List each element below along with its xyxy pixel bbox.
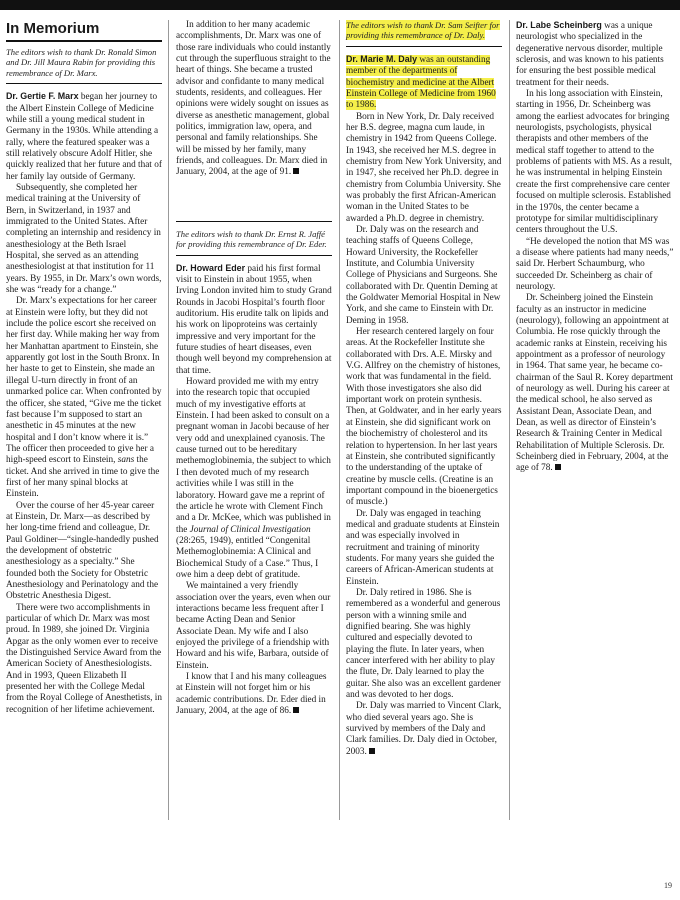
credit-rule: [346, 46, 502, 47]
marx-paragraph: In addition to her many academic accomplishments, Dr. Marx was one of those rare individuals who could instantly cut through the superfluous straight to the heart of things. She became a trusted advisor and confidante to many medical students, residents, and colleagues. Her opinions were widely sought on issues as diverse as anesthetic management, global politics, immigration law, opera, and personal and family relationships. She will be missed by her family, many friends, and colleagues. Dr. Marx died in January, 2004, at the age of 91.: [176, 20, 331, 178]
top-bar: [0, 0, 680, 10]
daly-credit: The editors wish to thank Dr. Sam Seifter for providing this remembrance of Dr. Daly.: [346, 20, 500, 41]
page-title: In Memorium: [6, 20, 100, 37]
eder-paragraph: Dr. Howard Eder paid his first formal visit to Einstein in about 1955, when Irving London invited him to study Grand Rounds in Jacobi Hospital’s fourth floor auditorium. His erudite talk on lipids and his work on lipoproteins was certainly impressive and very important for the future studies of heart diseases, even though well beyond my comprehension at that time.: [176, 262, 332, 376]
marx-credit: The editors wish to thank Dr. Ronald Simon and Dr. Jill Maura Rabin for providing this remembrance of Dr. Marx.: [6, 47, 157, 78]
column-4: [516, 20, 674, 475]
daly-paragraph: Dr. Daly was married to Vincent Clark, who died several years ago. She is survived by members of the Daly and Clark families. Dr. Daly died in October, 2003.: [346, 701, 502, 757]
end-mark: [293, 168, 299, 174]
daly-paragraph: Dr. Daly was engaged in teaching medical and graduate students at Einstein and was especially involved in recruitment and training of minority students. For many years she guided the careers of African-American students at Einstein.: [346, 508, 500, 587]
daly-paragraph: Dr. Marie M. Daly was an outstanding member of the departments of biochemistry and medicine at the Albert Einstein College of Medicine from 1960 to 1986.: [346, 53, 496, 111]
daly-name: Dr. Marie M. Daly: [346, 53, 418, 64]
end-mark: [555, 464, 561, 470]
title-rule: [6, 40, 162, 42]
marx-name: Dr. Gertie F. Marx: [6, 91, 79, 102]
scheinberg-paragraph: In his long association with Einstein, starting in 1956, Dr. Scheinberg was among the earliest advocates for bringing neurologists, psychologists, physical therapists and other members of the medical staff together to attend to the problems of patients with MS. As a result, he was instrumental in helping Einstein create the first comprehensive care center focused on multiple sclerosis. Established in the 1970s, the center became a prototype for similar multidisciplinary centers throughout the U.S.: [516, 89, 672, 236]
eder-name: Dr. Howard Eder: [176, 262, 246, 273]
marx-paragraph: Subsequently, she completed her medical training at the University of Bern, in Switzerland, in 1937 and immigrated to the United States. After completing an internship and residency in anesthesiology at the Beth Israel Hospital, she served as an attending anesthesiologist at that institution for 11 years. By 1955, in Dr. Marx’s own words, she was “ready for a change.”: [6, 182, 162, 296]
column-rule: [339, 20, 340, 820]
marx-paragraph: Dr. Gertie F. Marx began her journey to the Albert Einstein College of Medicine while still a young medical student in Germany in the 1930s. While attending a rally, where the featured speaker was a still relatively obscure Adolf Hitler, she quickly realized that her future and that of her family lay outside of Germany.: [6, 91, 162, 182]
scheinberg-paragraph: Dr. Labe Scheinberg was a unique neurologist who specialized in the degenerative nervous disorder, multiple sclerosis, and was known to his patients for ensuring the best possible medical treatment for their needs.: [516, 20, 664, 88]
page-number: 19: [664, 881, 672, 890]
scheinberg-paragraph: Dr. Scheinberg joined the Einstein faculty as an instructor in medicine (neurology), following an appointment at Columbia. He rose quickly through the academic ranks at Einstein, receiving his appointment as a professor of neurology in 1964. That same year, he became co-chairman of the Saul R. Korey department of neurology as well. During his career at the medical school, he also served as Assistant Dean, Associate Dean, and Dean, as well as director of Einstein’s Research & Training Center in Medical Rehabilitation of Multiple Sclerosis. Dr. Scheinberg died in February, 2004, at the age of 78.: [516, 293, 673, 474]
scheinberg-name: Dr. Labe Scheinberg: [516, 20, 602, 30]
daly-paragraph: Dr. Daly retired in 1986. She is remembered as a wonderful and generous person with a winning smile and dignified bearing. She was highly cultured and especially devoted to playing the flute. In later years, when cancer interfered with her ability to play the flute, Dr. Daly learned to play the guitar. She also was an excellent gardener and was devoted to her dogs.: [346, 587, 501, 701]
daly-paragraph: Dr. Daly was on the research and teaching staffs of Queens College, Howard University, the Rockefeller Institute, and Columbia University College of Physicians and Surgeons. She collaborated with Dr. Quentin Deming at the Goldwater Memorial Hospital in New York, and she came to Einstein with Dr. Deming in 1958.: [346, 224, 501, 326]
credit-rule: [176, 255, 332, 256]
credit-rule: [6, 83, 162, 84]
column-rule: [168, 20, 169, 820]
marx-paragraph: Dr. Marx’s expectations for her career at Einstein were lofty, but they did not include the police escort she received on her first day. While making her way from her Manhattan apartment to Einstein, she apparently got lost in the South Bronx. In her haste to get to Einstein, she made an illegal U-turn directly in front of an unmarked police car. When confronted by the officer, she stated, “Give me the ticket fast because I’m supposed to start an anesthetic in 45 minutes at the new hospital and I don’t know where it is.” The officer then proceeded to give her a high-speed escort to Einstein, sans the ticket. And she arrived in time to give the first of her many spinal blocks at Einstein.: [6, 296, 162, 500]
end-mark: [293, 707, 299, 713]
marx-paragraph: There were two accomplishments in particular of which Dr. Marx was most proud. In 1989, she joined Dr. Virginia Apgar as the only women ever to receive the Distinguished Service Award from the American Society of Anesthesiologists. And in 1993, Queen Elizabeth II presented her with the College Medal from the Royal College of Anesthetists, in recognition of her lifetime achievement.: [6, 602, 162, 715]
column-rule: [509, 20, 510, 820]
eder-credit: The editors wish to thank Dr. Ernst R. Jaffé for providing this remembrance of Dr. Eder.: [176, 228, 327, 250]
eder-paragraph: I know that I and his many colleagues at Einstein will not forget him or his academic contributions. Dr. Eder died in January, 2004, at the age of 86.: [176, 672, 327, 717]
eder-paragraph: Howard provided me with my entry into the research topic that occupied much of my investigative efforts at Einstein. I had been asked to consult on a pregnant woman in Jacobi because of her very odd and unexplained cyanosis. The cause turned out to be hereditary methemoglobinemia, the subject to which I then devoted much of my research activities while I was still in the laboratory. Howard gave me a reprint of the article he wrote with Clement Finch and a Dr. McKee, which was published in the Journal of Clinical Investigation (28:265, 1949), entitled “Congenital Methemoglobinemia: A Clinical and Biochemical Study of a Case.” Thus, I owe him a deep debt of gratitude.: [176, 377, 331, 580]
column-3: [346, 20, 502, 758]
eder-paragraph: We maintained a very friendly association over the years, even when our interactions became less frequent after I became Acting Dean and Senior Associate Dean. My wife and I also enjoyed the privilege of a friendship with Howard and his wife, Barbara, outside of Einstein.: [176, 581, 331, 671]
marx-paragraph: Over the course of her 45-year career at Einstein, Dr. Marx—as described by her long-time friend and colleague, Dr. Paul Goldiner—“single-handedly pushed the development of obstetric anesthesiology as a specialty.” She founded both the Society for Obstetric Anesthesiology and Perinatology and the Obstetric Anesthesia Digest.: [6, 500, 159, 602]
scheinberg-paragraph: “He developed the notion that MS was a disease where patients had many needs,” said Dr. Herbert Schaumburg, who succeeded Dr. Scheinberg as chair of neurology.: [516, 236, 674, 292]
credit-rule: [176, 221, 332, 222]
column-1: [6, 20, 162, 716]
end-mark: [369, 748, 375, 754]
daly-paragraph: Her research centered largely on four areas. At the Rockefeller Institute she collaborated with Drs. A.E. Mirsky and V.G. Allfrey on the chemistry of histones, work that was fundamental in the field. With those investigators she also did important work on protein synthesis. Then, at Goldwater, and in her early years at Einstein, she did significant work on the biochemistry of cholesterol and its relation to hypertension. In her last years at Einstein, she contributed significantly to the understanding of the uptake of creatine by muscle cells. (Creatine is an important compound in the bioenergetics of muscle.): [346, 327, 502, 508]
daly-paragraph: Born in New York, Dr. Daly received her B.S. degree, magna cum laude, in chemistry in 1942 from Queens College. In 1943, she received her M.S. degree in chemistry from New York University, and in 1947, she received her Ph.D. degree in chemistry from Columbia University. She was probably the first African-American woman in the United States to be awarded a Ph.D. degree in chemistry.: [346, 111, 502, 224]
column-2: [176, 20, 332, 717]
